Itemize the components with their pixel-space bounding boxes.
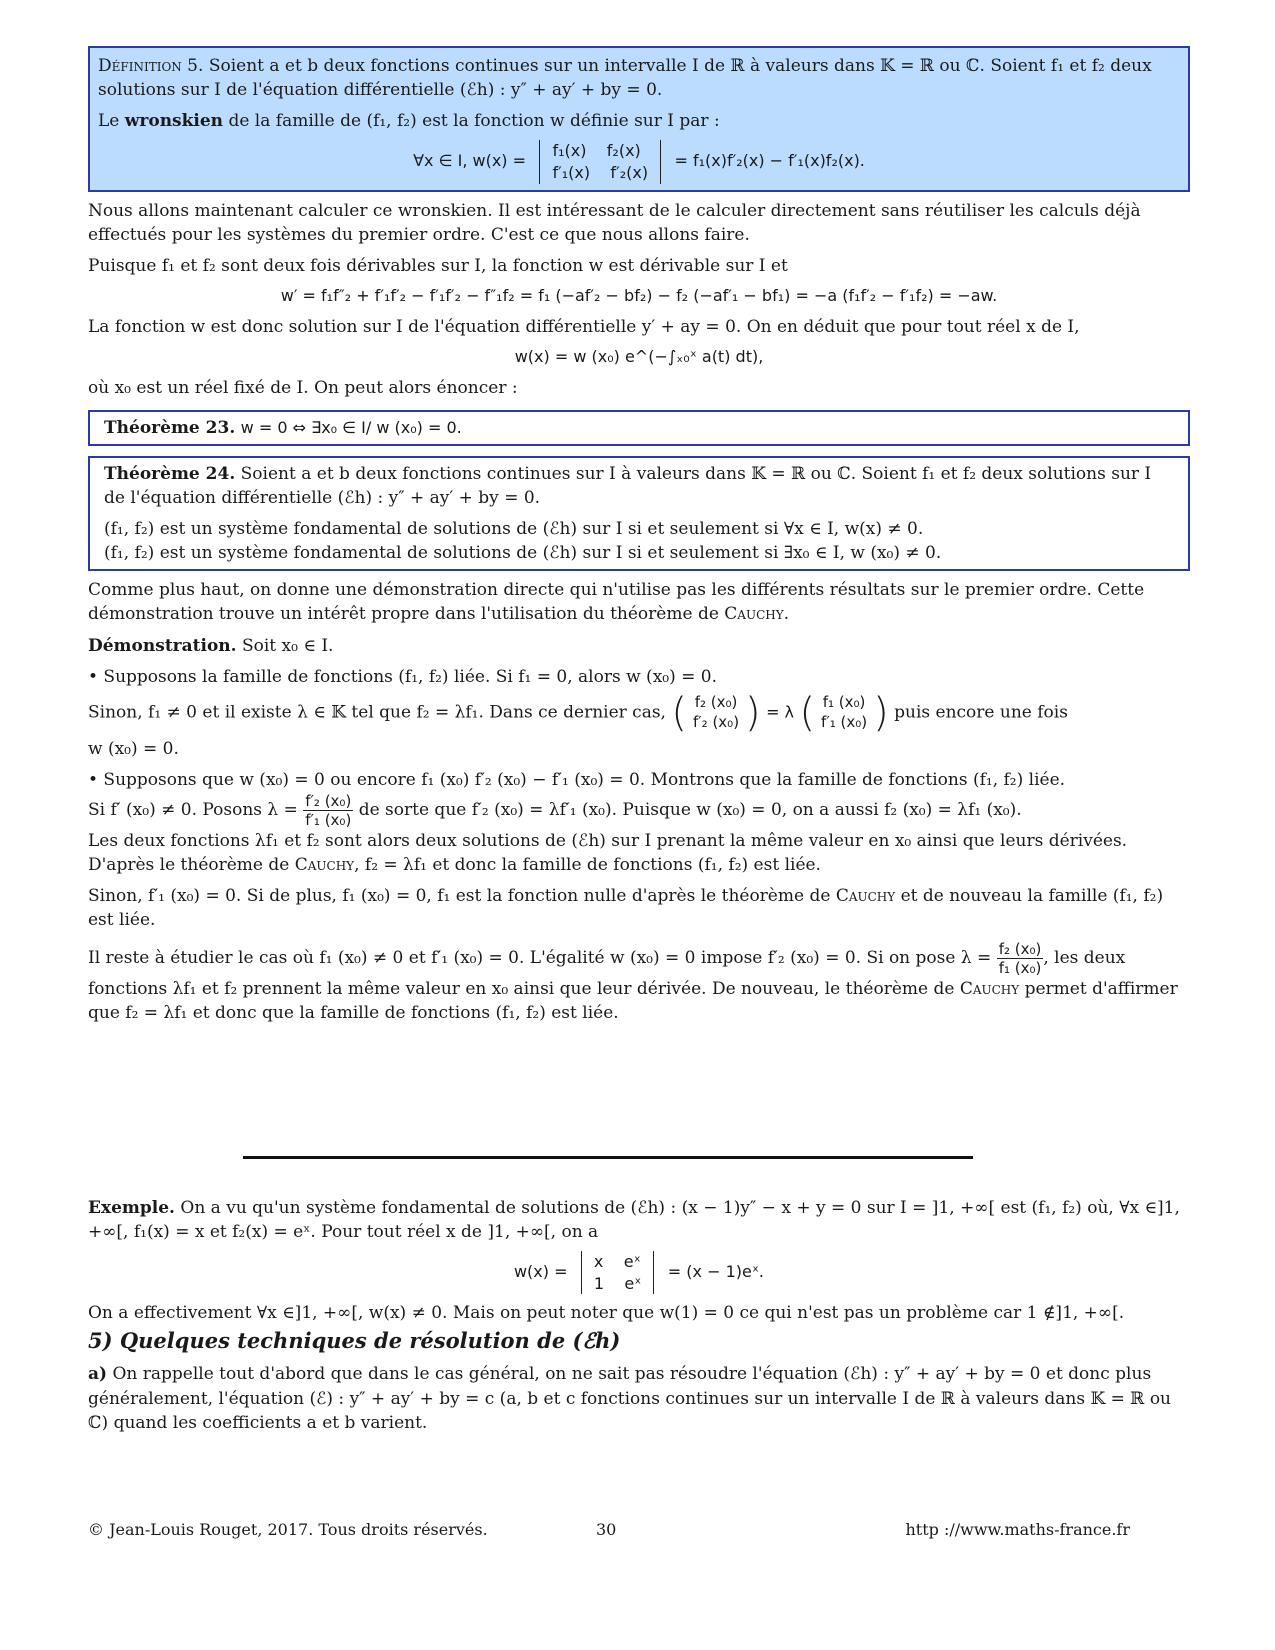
example: Exemple. On a vu qu'un système fondamental de solutions de (ℰh) : (x − 1)y″ − x + y = 0 sur I = ]1, +∞[ est (f₁, f₂) où, ∀x ∈]1, +∞[, f₁(x) = x et f₂(x) = eˣ. Pour tout réel x de ]1, +∞[, on a — [88, 1198, 1180, 1243]
demo-line: Les deux fonctions λf₁ et f₂ sont alors deux solutions de (ℰh) sur I prenant la même valeur en x₀ ainsi que leurs dérivées. — [88, 831, 1128, 851]
paragraph: Nous allons maintenant calculer ce wronskien. Il est intéressant de le calculer directement sans réutiliser les calculs déjà effectués pour les systèmes du premier ordre. C'est ce que nous allons faire. — [88, 200, 1141, 245]
horizontal-rule — [243, 1156, 973, 1159]
demo-line: D'après le théorème de Cauchy, f₂ = λf₁ et donc la famille de fonctions (f₁, f₂) est liée. — [88, 855, 821, 876]
theorem-label: Théorème 24. — [104, 463, 236, 484]
demo-line: w (x₀) = 0. — [88, 738, 179, 759]
page-content-lower — [88, 1196, 1190, 1435]
equation: w(x) = w (x₀) e^(−∫ₓ₀ˣ a(t) dt), — [514, 346, 764, 366]
definition-wronskien: Le wronskien de la famille de (f₁, f₂) est la fonction w définie sur I par : — [98, 111, 720, 132]
demo-bullet: • Supposons que w (x₀) = 0 ou encore f₁ (x₀) f′₂ (x₀) − f′₁ (x₀) = 0. Montrons que la famille de fonctions (f₁, f₂) liée. — [88, 769, 1066, 790]
definition-label: Définition 5. — [98, 56, 204, 76]
demo-bullet: • Supposons la famille de fonctions (f₁, f₂) liée. Si f₁ = 0, alors w (x₀) = 0. — [88, 666, 717, 687]
equation: w′ = f₁f″₂ + f′₁f′₂ − f′₁f′₂ − f″₁f₂ = f₁ (−af′₂ − bf₂) − f₂ (−af′₁ − bf₁) = −a (f₁f′₂ − f′₁f₂) = −aw. — [280, 285, 998, 305]
vector: f₂ (x₀) f′₂ (x₀) — [692, 693, 740, 731]
definition-formula: ∀x ∈ I, w(x) = f₁(x) f₂(x) f′₁(x) f′₂(x) = f₁(x)f′₂(x) − f′₁(x)f₂(x). — [413, 141, 865, 182]
fraction: $\frac{\text{f′₂ (x₀)}}{\text{f′₁ (x₀)}}$ — [305, 792, 352, 829]
example-formula: w(x) = x eˣ 1 eˣ = (x − 1)eˣ. — [513, 1252, 765, 1293]
definition-text: Définition 5. Soient a et b deux fonctions continues sur un intervalle I de ℝ à valeurs dans 𝕂 = ℝ ou ℂ. Soient f₁ et f₂ deux solutions sur I de l'équation différentielle (ℰh) : y″ + ay′ + by = 0. — [98, 56, 1152, 101]
paragraph: où x₀ est un réel fixé de I. On peut alors énoncer : — [88, 377, 518, 398]
vector: f₁ (x₀) f′₁ (x₀) — [821, 693, 868, 731]
demo-line: Sinon, f₁ ≠ 0 et il existe λ ∈ 𝕂 tel que f₂ = λf₁. Dans ce dernier cas, ( f₂ (x₀) f′₂ (x₀) ) = λ ( f₁ (x₀) f′₁ (x₀) ) puis encore une fois — [88, 689, 1068, 736]
footer-url: http ://www.maths-france.fr — [905, 1520, 1130, 1539]
paragraph: On a effectivement ∀x ∈]1, +∞[, w(x) ≠ 0. Mais on peut noter que w(1) = 0 ce qui n'est pas un problème car 1 ∉]1, +∞[. — [88, 1303, 1125, 1324]
demo-heading: Démonstration. Soit x₀ ∈ I. — [88, 635, 334, 656]
page-content — [88, 46, 1190, 1025]
demo-line: Sinon, f′₁ (x₀) = 0. Si de plus, f₁ (x₀) = 0, f₁ est la fonction nulle d'après le théorème de Cauchy et de nouveau la famille (f₁, f₂) est liée. — [88, 886, 1164, 931]
section-heading: 5) Quelques techniques de résolution de (ℰh) — [88, 1327, 621, 1353]
definition-box — [88, 46, 1190, 192]
paragraph: La fonction w est donc solution sur I de l'équation différentielle y′ + ay = 0. On en déduit que pour tout réel x de I, — [88, 316, 1080, 337]
determinant: x eˣ 1 eˣ — [581, 1251, 654, 1294]
theorem-label: Théorème 23. — [104, 417, 236, 438]
demo-line: Si f′ (x₀) ≠ 0. Posons λ = $\frac{\text{f′₂ (x₀)}}{\text{f′₁ (x₀)}}$ de sorte que f′₂ (x₀) = λf′₁ (x₀). Puisque w (x₀) = 0, on a aussi f₂ (x₀) = λf₁ (x₀). — [88, 792, 1022, 829]
paragraph: a) On rappelle tout d'abord que dans le cas général, on ne sait pas résoudre l'équation (ℰh) : y″ + ay′ + by = 0 et donc plus généralement, l'équation (ℰ) : y″ + ay′ + by = c (a, b et c fonctions continues sur un intervalle I de ℝ à valeurs dans 𝕂 = ℝ ou ℂ) quand les coefficients a et b varient. — [88, 1364, 1172, 1433]
page-number: 30 — [596, 1520, 617, 1539]
demo-line: Il reste à étudier le cas où f₁ (x₀) ≠ 0 et f′₁ (x₀) = 0. L'égalité w (x₀) = 0 impose f′₂ (x₀) = 0. Si on pose λ = $\frac{\text{f₂ (x₀)}}{\text{f₁ (x₀)}}$ , les deux fonctions λf₁ et f₂ prennent la même valeur en x₀ ainsi que leur dérivée. De nouveau, le théorème de Cauchy permet d'affirmer que f₂ = λf₁ et donc que la famille de fonctions (f₁, f₂) est liée. — [88, 939, 1178, 1023]
paragraph: Puisque f₁ et f₂ sont deux fois dérivables sur I, la fonction w est dérivable sur I et — [88, 255, 788, 276]
paragraph: Comme plus haut, on donne une démonstration directe qui n'utilise pas les différents résultats sur le premier ordre. Cette démonstration trouve un intérêt propre dans l'utilisation du théorème de Cauchy. — [88, 580, 1145, 625]
theorem-24-box: Théorème 24. Soient a et b deux fonctions continues sur I à valeurs dans 𝕂 = ℝ ou ℂ. Soient f₁ et f₂ deux solutions sur I de l'équation différentielle (ℰh) : y″ + ay′ + by = 0. (f₁, f₂) est un système fondamental de solutions de (ℰh) sur I si et seulement si ∀x ∈ I, w(x) ≠ 0. (f₁, f₂) est un système fondamental de solutions de (ℰh) sur I si et seulement si ∃x₀ ∈ I, w (x₀) ≠ 0. — [88, 456, 1190, 572]
theorem-23-box: Théorème 23. w = 0 ⇔ ∃x₀ ∈ I/ w (x₀) = 0. — [88, 410, 1190, 446]
determinant: f₁(x) f₂(x) f′₁(x) f′₂(x) — [539, 140, 661, 183]
fraction: $\frac{\text{f₂ (x₀)}}{\text{f₁ (x₀)}}$ — [998, 939, 1042, 977]
footer-copyright: © Jean-Louis Rouget, 2017. Tous droits réservés. — [88, 1520, 488, 1539]
